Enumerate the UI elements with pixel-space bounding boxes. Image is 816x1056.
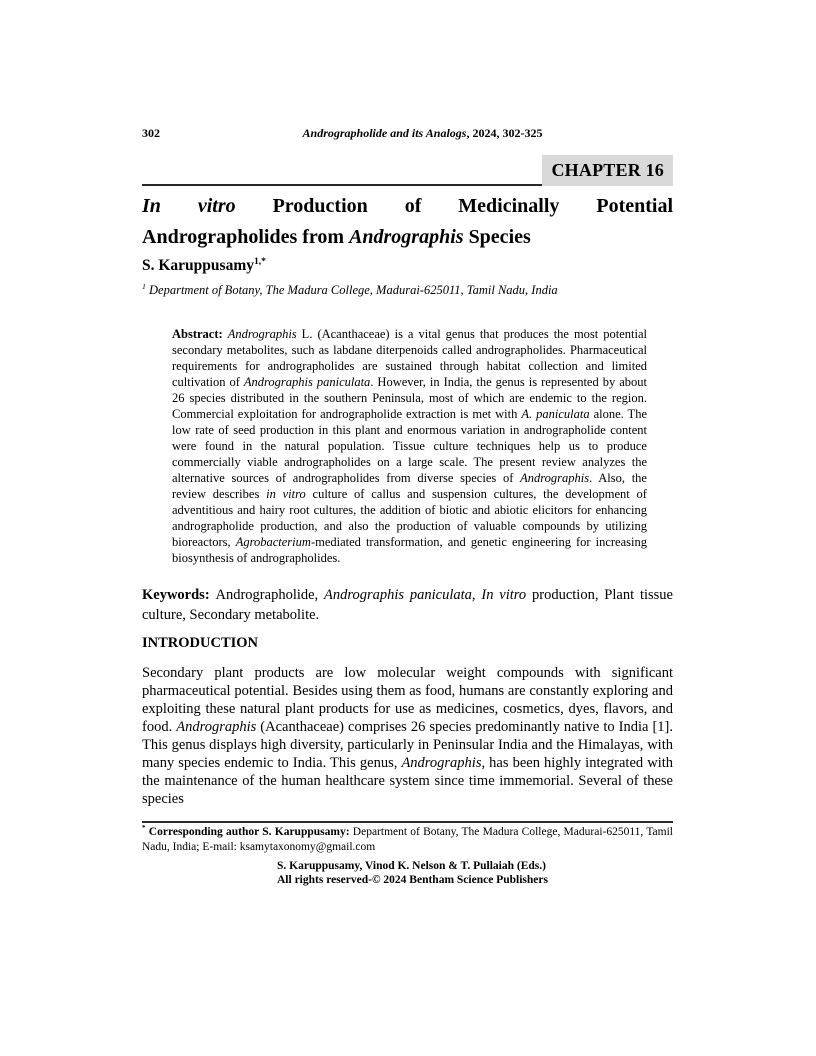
chapter-rule <box>142 155 673 186</box>
introduction-paragraph: Secondary plant products are low molecular weight compounds with significant pharmaceutical potential. Besides using them as food, humans are constantly exploring and exploiting these natural plant products for use as medicines, cosmetics, dyes, flavors, and food. Andrographis (Acanthaceae) comprises 26 species predominantly native to India [1]. This genus displays high diversity, particularly in Peninsular India and the Himalayas, with many species endemic to India. This genus, Andrographis, has been highly integrated with the maintenance of the human healthcare system since time immemorial. Several of these species <box>142 665 673 807</box>
keywords: Keywords: Andrographolide, Andrographis paniculata, In vitro production, Plant tissue culture, Secondary metabolite. <box>142 587 673 623</box>
chapter-title <box>142 191 673 253</box>
corresponding-author-footnote: * Corresponding author S. Karuppusamy: Department of Botany, The Madura College, Madurai-625011, Tamil Nadu, India; E-mail: ksamytaxonomy@gmail.com <box>142 824 674 853</box>
chapter-title-line-2: Andrographolides from Andrographis Species <box>142 226 531 248</box>
author-affiliation: $^1$ Department of Botany, The Madura College, Madurai-625011, Tamil Nadu, India <box>142 281 558 297</box>
chapter-badge: CHAPTER 16 <box>542 155 673 186</box>
author-name: S. Karuppusamy$^{1,*}$ <box>142 255 266 274</box>
section-heading-introduction: INTRODUCTION <box>142 635 259 651</box>
running-header <box>142 126 673 141</box>
copyright-line: All rights reserved-© 2024 Bentham Science Publishers <box>277 874 548 886</box>
publisher-credit <box>277 859 673 887</box>
running-title: Andrographolide and its Analogs, 2024, 302-325 <box>302 126 543 140</box>
page-number: 302 <box>142 126 160 140</box>
chapter-title-line-1: In vitro Production of Medicinally Potential <box>142 195 673 217</box>
footnote-rule <box>142 821 673 823</box>
editors-line: S. Karuppusamy, Vinod K. Nelson & T. Pullaiah (Eds.) <box>277 860 546 872</box>
abstract: Abstract: Andrographis L. (Acanthaceae) is a vital genus that produces the most potential secondary metabolites, such as labdane diterpenoids called andrographolides. Pharmaceutical requirements for andrographolides are sustained through habitat collection and limited cultivation of Andrographis paniculata. However, in India, the genus is represented by about 26 species distributed in the southern Peninsula, most of which are endemic to the region. Commercial exploitation for andrographolide extraction is met with A. paniculata alone. The low rate of seed production in this plant and enormous variation in andrographolide content were found in the natural population. Tissue culture techniques help us to produce commercially viable andrographolides on a large scale. The present review analyzes the alternative sources of andrographolides from diverse species of Andrographis. Also, the review describes in vitro culture of callus and suspension cultures, the development of adventitious and hairy root cultures, the addition of biotic and abiotic elicitors for enhancing andrographolide production, and also the production of valuable compounds by utilizing bioreactors, Agrobacterium-mediated transformation, and genetic engineering for increasing biosynthesis of andrographolides. <box>172 327 648 565</box>
